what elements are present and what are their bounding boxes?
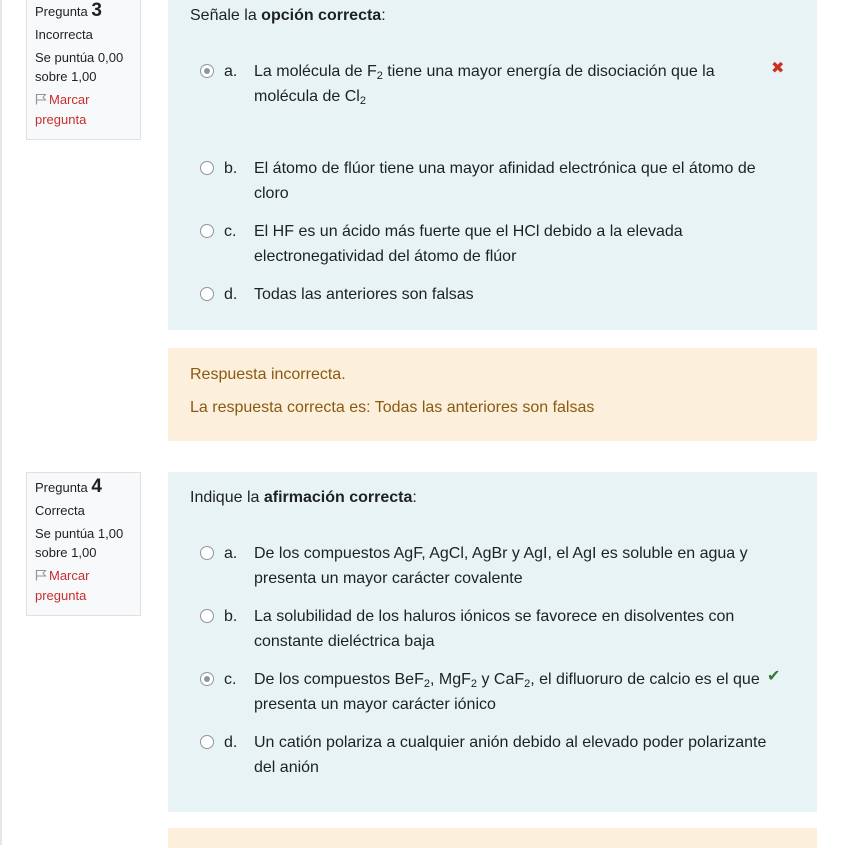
flag-icon xyxy=(35,569,47,581)
page-left-border xyxy=(0,0,2,845)
q4-radio-d[interactable] xyxy=(200,735,214,749)
flag-icon xyxy=(35,93,47,105)
feedback-status: Respuesta incorrecta. xyxy=(190,366,346,383)
q4-answer-c-text: De los compuestos BeF$_2$, MgF$_2$ y CaF$_2$, el difluoruro de calcio es el que presenta un mayor carácter iónico xyxy=(254,671,760,713)
q4-radio-b[interactable] xyxy=(200,609,214,623)
q3-radio-b[interactable] xyxy=(200,161,214,175)
question-4-number: Pregunta 4 xyxy=(35,476,102,497)
feedback-correct-answer: La respuesta correcta es: Todas las anteriores son falsas xyxy=(190,399,595,416)
question-3-number: Pregunta 3 xyxy=(35,0,102,21)
question-4-formulation: Indique la afirmación correcta: a. De los compuestos AgF, AgCl, AgBr y AgI, el AgI es soluble en agua y presenta un mayor carácter covalente b. La solubilidad de los haluros iónicos se favorece en disolventes con constante dieléctrica baja c. De los compuestos BeF$_2$, MgF$_2$ y CaF$_2$, el difluoruro de calcio es el que presenta un mayor carácter iónico ✔ d. Un catión polariza a cualquier anión debido al elevado poder polarizante del anión xyxy=(168,472,817,812)
check-icon: ✔ xyxy=(767,668,781,685)
q3-radio-a[interactable] xyxy=(200,64,214,78)
question-3-text: Señale la opción correcta: xyxy=(190,7,386,24)
question-3-info xyxy=(26,0,141,140)
question-4-flag-link[interactable]: Marcar pregunta xyxy=(35,568,90,603)
question-3-flag-link[interactable]: Marcar pregunta xyxy=(35,92,90,127)
q4-radio-c[interactable] xyxy=(200,672,214,686)
question-4-state: Correcta xyxy=(35,503,85,518)
question-3-formulation: Señale la opción correcta: a. La molécula de $F_2$ tiene una mayor energía de disociación que la molécula de $Cl_2$ ✖ b. El átomo de flúor tiene una mayor afinidad electrónica que el átomo de cloro c. El HF es un ácido más fuerte que el HCl debido a la elevada electronegatividad del átomo de flúor d. Todas las anteriores son falsas xyxy=(168,0,817,330)
cross-icon: ✖ xyxy=(771,60,785,77)
question-3-feedback xyxy=(168,348,817,441)
question-4-text: Indique la afirmación correcta: xyxy=(190,489,417,506)
question-4-grade: Se puntúa 1,00 sobre 1,00 xyxy=(35,526,124,560)
q3-answer-a[interactable]: a. La molécula de $F_2$ tiene una mayor energía de disociación que la molécula de $Cl_2$ xyxy=(200,59,790,109)
q4-radio-a[interactable] xyxy=(200,546,214,560)
question-3-state: Incorrecta xyxy=(35,27,93,42)
question-4-info xyxy=(26,472,141,616)
question-3-grade: Se puntúa 0,00 sobre 1,00 xyxy=(35,50,124,84)
question-4-feedback xyxy=(168,828,817,848)
q3-radio-c[interactable] xyxy=(200,224,214,238)
q3-answer-a-text: La molécula de $F_2$ tiene una mayor energía de disociación que la molécula de $Cl_2$ xyxy=(254,63,715,107)
q3-radio-d[interactable] xyxy=(200,287,214,301)
